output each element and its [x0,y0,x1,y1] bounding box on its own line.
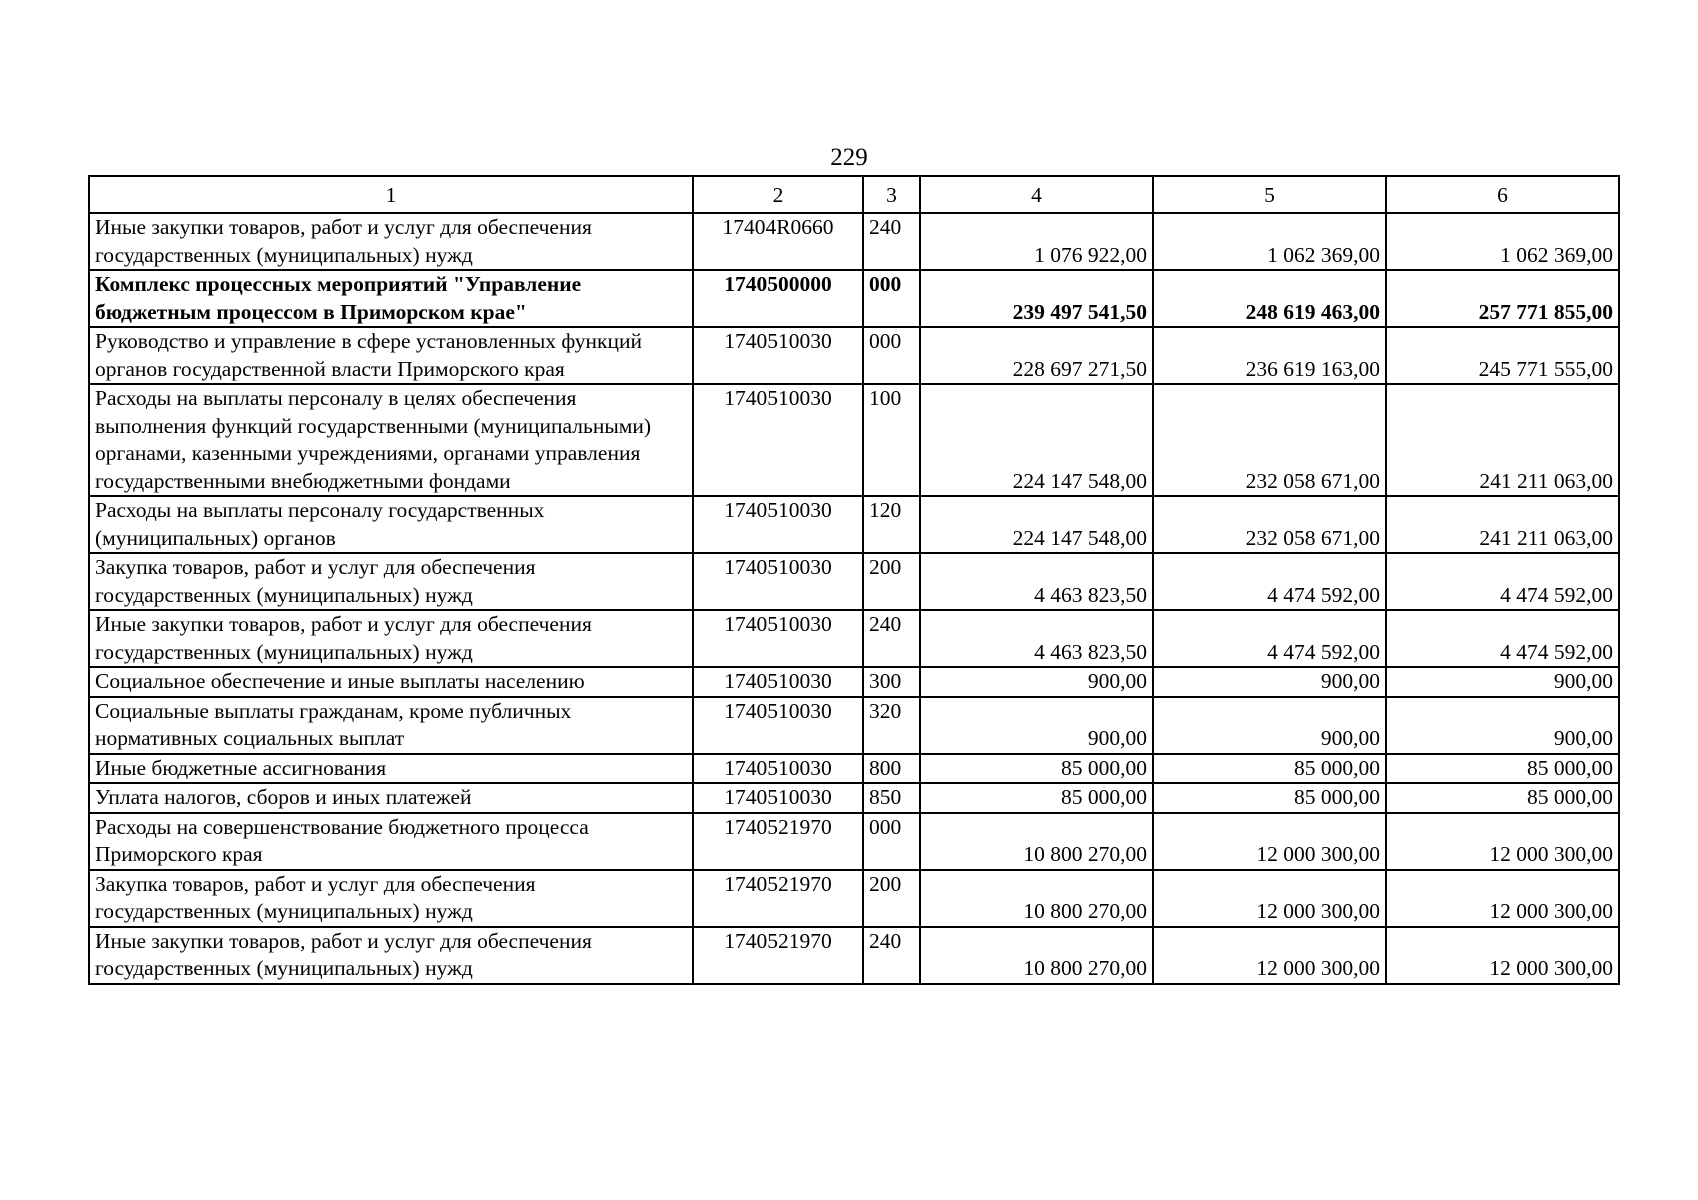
item-name: Расходы на совершенствование бюджетного процесса Приморского края [89,813,693,870]
target-article-code: 17404R0660 [693,213,863,270]
amount-year-3: 257 771 855,00 [1386,270,1619,327]
expense-type-code: 240 [863,610,920,667]
item-name: Закупка товаров, работ и услуг для обеспечения государственных (муниципальных) нужд [89,553,693,610]
table-row [89,213,1619,270]
expense-type-code: 100 [863,384,920,496]
expense-type-code: 120 [863,496,920,553]
amount-year-2: 1 062 369,00 [1153,213,1386,270]
amount-year-3: 241 211 063,00 [1386,496,1619,553]
amount-year-3: 245 771 555,00 [1386,327,1619,384]
amount-year-3: 900,00 [1386,667,1619,697]
amount-year-1: 10 800 270,00 [920,870,1153,927]
expense-type-code: 200 [863,553,920,610]
item-name: Уплата налогов, сборов и иных платежей [89,783,693,813]
target-article-code: 1740510030 [693,496,863,553]
amount-year-3: 1 062 369,00 [1386,213,1619,270]
amount-year-2: 85 000,00 [1153,783,1386,813]
amount-year-2: 232 058 671,00 [1153,384,1386,496]
amount-year-1: 10 800 270,00 [920,813,1153,870]
amount-year-3: 12 000 300,00 [1386,813,1619,870]
table-row [89,754,1619,784]
amount-year-1: 224 147 548,00 [920,384,1153,496]
amount-year-3: 4 474 592,00 [1386,553,1619,610]
expense-type-code: 850 [863,783,920,813]
expense-type-code: 240 [863,927,920,984]
target-article-code: 1740510030 [693,783,863,813]
item-name: Иные закупки товаров, работ и услуг для обеспечения государственных (муниципальных) нужд [89,213,693,270]
amount-year-3: 12 000 300,00 [1386,927,1619,984]
header-row [89,176,1619,213]
item-name: Иные закупки товаров, работ и услуг для обеспечения государственных (муниципальных) нужд [89,610,693,667]
amount-year-3: 900,00 [1386,697,1619,754]
budget-table [88,175,1620,985]
expense-type-code: 800 [863,754,920,784]
amount-year-2: 12 000 300,00 [1153,870,1386,927]
amount-year-2: 900,00 [1153,697,1386,754]
table-row [89,870,1619,927]
item-name: Расходы на выплаты персоналу государственных (муниципальных) органов [89,496,693,553]
item-name: Комплекс процессных мероприятий "Управление бюджетным процессом в Приморском крае" [89,270,693,327]
column-header: 3 [863,176,920,213]
target-article-code: 1740521970 [693,813,863,870]
table-row [89,813,1619,870]
amount-year-1: 224 147 548,00 [920,496,1153,553]
item-name: Иные бюджетные ассигнования [89,754,693,784]
column-header: 2 [693,176,863,213]
column-header: 6 [1386,176,1619,213]
amount-year-1: 900,00 [920,667,1153,697]
target-article-code: 1740521970 [693,927,863,984]
item-name: Расходы на выплаты персоналу в целях обеспечения выполнения функций государственными (муниципальными) органами, казенными учреждениями, органами управления государственными внебюджетными фондами [89,384,693,496]
amount-year-2: 236 619 163,00 [1153,327,1386,384]
item-name: Социальные выплаты гражданам, кроме публичных нормативных социальных выплат [89,697,693,754]
column-header: 5 [1153,176,1386,213]
target-article-code: 1740510030 [693,384,863,496]
target-article-code: 1740510030 [693,553,863,610]
page-number: 229 [830,144,868,171]
amount-year-1: 900,00 [920,697,1153,754]
expense-type-code: 320 [863,697,920,754]
item-name: Иные закупки товаров, работ и услуг для обеспечения государственных (муниципальных) нужд [89,927,693,984]
amount-year-3: 85 000,00 [1386,754,1619,784]
target-article-code: 1740521970 [693,870,863,927]
table-row [89,697,1619,754]
expense-type-code: 000 [863,270,920,327]
target-article-code: 1740510030 [693,610,863,667]
amount-year-1: 4 463 823,50 [920,610,1153,667]
amount-year-3: 241 211 063,00 [1386,384,1619,496]
column-header: 4 [920,176,1153,213]
table-row [89,384,1619,496]
amount-year-2: 12 000 300,00 [1153,813,1386,870]
target-article-code: 1740510030 [693,754,863,784]
item-name: Социальное обеспечение и иные выплаты населению [89,667,693,697]
amount-year-2: 4 474 592,00 [1153,553,1386,610]
expense-type-code: 240 [863,213,920,270]
amount-year-1: 239 497 541,50 [920,270,1153,327]
amount-year-2: 900,00 [1153,667,1386,697]
amount-year-1: 228 697 271,50 [920,327,1153,384]
amount-year-3: 4 474 592,00 [1386,610,1619,667]
amount-year-2: 12 000 300,00 [1153,927,1386,984]
item-name: Руководство и управление в сфере установленных функций органов государственной власти Приморского края [89,327,693,384]
amount-year-1: 85 000,00 [920,754,1153,784]
table-row [89,270,1619,327]
amount-year-3: 12 000 300,00 [1386,870,1619,927]
amount-year-3: 85 000,00 [1386,783,1619,813]
table-row [89,553,1619,610]
amount-year-1: 4 463 823,50 [920,553,1153,610]
expense-type-code: 000 [863,813,920,870]
amount-year-2: 232 058 671,00 [1153,496,1386,553]
amount-year-2: 85 000,00 [1153,754,1386,784]
table-row [89,496,1619,553]
expense-type-code: 300 [863,667,920,697]
table-row [89,327,1619,384]
amount-year-1: 85 000,00 [920,783,1153,813]
table-row [89,927,1619,984]
item-name: Закупка товаров, работ и услуг для обеспечения государственных (муниципальных) нужд [89,870,693,927]
expense-type-code: 200 [863,870,920,927]
target-article-code: 1740510030 [693,667,863,697]
target-article-code: 1740510030 [693,697,863,754]
target-article-code: 1740510030 [693,327,863,384]
table-row [89,667,1619,697]
amount-year-2: 248 619 463,00 [1153,270,1386,327]
table-row [89,610,1619,667]
column-header: 1 [89,176,693,213]
expense-type-code: 000 [863,327,920,384]
amount-year-1: 1 076 922,00 [920,213,1153,270]
amount-year-2: 4 474 592,00 [1153,610,1386,667]
target-article-code: 1740500000 [693,270,863,327]
table-row [89,783,1619,813]
amount-year-1: 10 800 270,00 [920,927,1153,984]
